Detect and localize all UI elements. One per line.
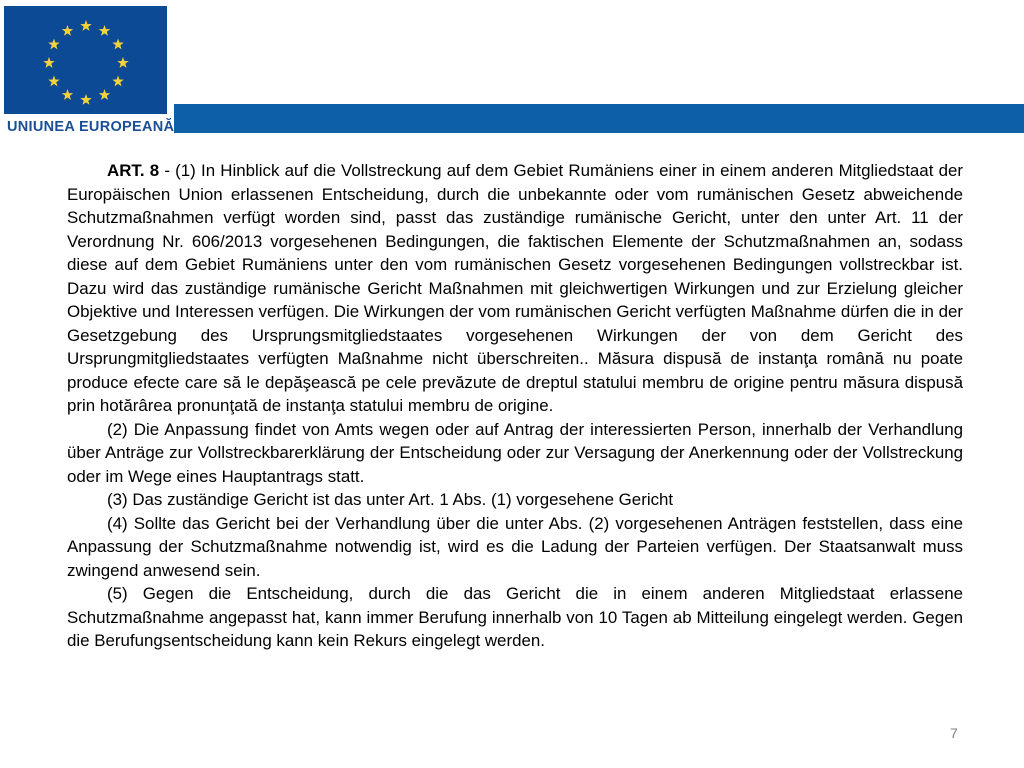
star-icon	[117, 57, 128, 68]
star-icon	[80, 20, 91, 31]
star-icon	[48, 76, 59, 87]
eu-flag-icon	[4, 6, 167, 114]
article-title: ART. 8	[107, 161, 160, 180]
eu-flag-stars	[4, 6, 167, 114]
star-icon	[112, 76, 123, 87]
star-icon	[43, 57, 54, 68]
star-ring	[43, 20, 128, 105]
article-paragraph-1	[67, 159, 963, 418]
article-paragraph-5: (5) Gegen die Entscheidung, durch die das Gericht die in einem anderen Mitgliedstaat erlassene Schutzmaßnahme angepasst hat, kann immer Berufung innerhalb von 10 Tagen ab Mitteilung eingelegt werden. Gegen die Berufungsentscheidung kann kein Rekurs eingelegt werden.	[67, 584, 963, 650]
star-icon	[62, 25, 73, 36]
star-icon	[80, 94, 91, 105]
star-icon	[99, 25, 110, 36]
header-bar	[174, 104, 1024, 133]
article-paragraph-4: (4) Sollte das Gericht bei der Verhandlung über die unter Abs. (2) vorgesehenen Anträgen feststellen, dass eine Anpassung der Schutzmaßnahme notwendig ist, wird es die Ladung der Parteien verfügen. Der Staatsanwalt muss zwingend anwesend sein.	[67, 513, 963, 580]
star-icon	[112, 39, 123, 50]
star-icon	[62, 89, 73, 100]
article-paragraph-2: (2) Die Anpassung findet von Amts wegen oder auf Antrag der interessierten Person, innerhalb der Verhandlung über Anträge zur Vollstreckbarerklärung der Entscheidung oder zur Versagung der Anerkennung oder der Vollstreckung oder im Wege eines Hauptantrags statt.	[67, 419, 963, 486]
organization-label: UNIUNEA EUROPEANĂ	[7, 119, 175, 135]
article-paragraph-3: (3) Das zuständige Gericht ist das unter Art. 1 Abs. (1) vorgesehene Gericht	[107, 490, 674, 509]
star-icon	[48, 39, 59, 50]
paragraph-text: - (1) In Hinblick auf die Vollstreckung auf dem Gebiet Rumäniens einer in einem anderen Mitgliedstaat der Europäischen Union erlassenen Entscheidung, durch die unbekannte oder vom rumänischen Gesetz abweichende Schutzmaßnahmen verfügt worden sind, passt das zuständige rumänische Gericht, unter den unter Art. 11 der Verordnung Nr. 606/2013 vorgesehenen Bedingungen, die faktischen Elemente der Schutzmaßnahmen an, sodass diese auf dem Gebiet Rumäniens unter den vom rumänischen Gesetz vorgesehenen Bedingungen vollstreckbar ist. Dazu wird das zuständige rumänische Gericht Maßnahmen mit gleichwertigen Wirkungen und zur Erzielung gleicher Objektive und Interessen verfügen. Die Wirkungen der vom rumänischen Gericht verfügten Maßnahme dürfen die in der Gesetzgebung des Ursprungsmitgliedstaates vorgesehenen Wirkungen der von dem Gericht des Ursprungmitgliedstaates verfügten Maßnahme nicht überschreiten.. Măsura dispusă de instanţa română nu poate produce efecte care să le depăşească pe cele prevăzute de dreptul statului membru de origine pentru măsura dispusă prin hotărârea pronunţată de instanţa statului membru de origine.	[67, 161, 964, 415]
page-number: 7	[950, 725, 958, 741]
star-icon	[99, 89, 110, 100]
article-body	[67, 159, 963, 653]
